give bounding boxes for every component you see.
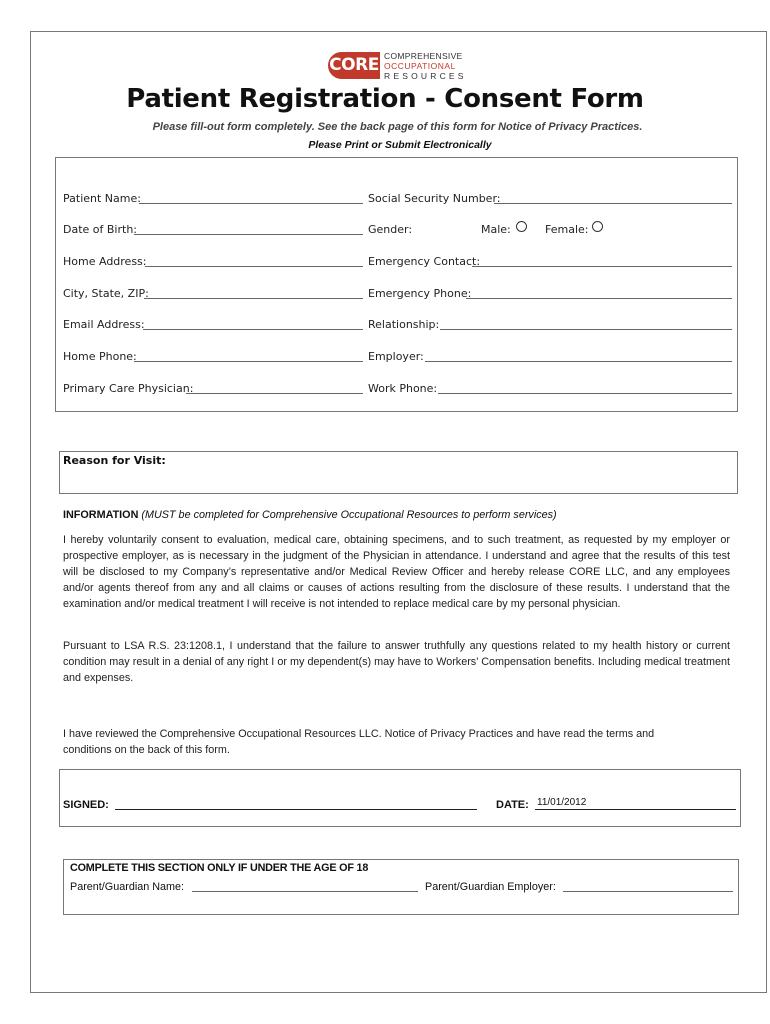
- dob-label: Date of Birth:: [63, 223, 138, 236]
- guardian-employer-input-line[interactable]: [563, 891, 733, 892]
- dob-field[interactable]: [63, 223, 363, 239]
- date-label: DATE:: [496, 799, 529, 811]
- female-radio[interactable]: [592, 221, 603, 232]
- date-line[interactable]: [535, 809, 736, 810]
- minor-heading: COMPLETE THIS SECTION ONLY IF UNDER THE AGE OF 18: [70, 862, 369, 874]
- guardian-name-label: Parent/Guardian Name:: [70, 881, 185, 893]
- date-value[interactable]: 11/01/2012: [537, 797, 587, 808]
- logo-line-1: COMPREHENSIVE: [384, 51, 463, 61]
- patient-name-field[interactable]: [63, 192, 363, 208]
- work-phone-field[interactable]: [368, 382, 732, 398]
- pcp-label: Primary Care Physician:: [63, 382, 194, 395]
- male-label: Male:: [481, 223, 511, 236]
- employer-input-line[interactable]: [425, 361, 732, 362]
- gender-label: Gender:: [368, 223, 413, 236]
- home-address-field[interactable]: [63, 255, 363, 271]
- signed-label: SIGNED:: [63, 799, 109, 811]
- email-field[interactable]: [63, 318, 363, 334]
- print-instructions: Please Print or Submit Electronically: [308, 139, 492, 151]
- signature-line[interactable]: [115, 809, 477, 810]
- city-state-zip-input-line[interactable]: [144, 298, 363, 299]
- employer-label: Employer:: [368, 350, 424, 363]
- page-subtitle: Please fill-out form completely. See the back page of this form for Notice of Privacy Practices.: [152, 121, 643, 133]
- ssn-input-line[interactable]: [494, 203, 732, 204]
- guardian-name-input-line[interactable]: [192, 891, 418, 892]
- city-state-zip-label: City, State, ZIP:: [63, 287, 149, 300]
- emergency-phone-input-line[interactable]: [466, 298, 732, 299]
- emergency-contact-field[interactable]: [368, 255, 732, 271]
- employer-field[interactable]: [368, 350, 732, 366]
- workers-comp-paragraph: Pursuant to LSA R.S. 23:1208.1, I understand that the failure to answer truthfully any questions related to my health history or current condition may result in a denial of any right I or my dependent(s) may have to Workers’ Compensation benefits. Including medical treatment and expenses.: [63, 640, 730, 684]
- information-title: INFORMATION: [63, 509, 139, 521]
- work-phone-label: Work Phone:: [368, 382, 438, 395]
- home-phone-input-line[interactable]: [134, 361, 363, 362]
- logo-badge: CORE: [328, 52, 380, 79]
- home-phone-label: Home Phone:: [63, 350, 137, 363]
- city-state-zip-field[interactable]: [63, 287, 363, 303]
- ssn-label: Social Security Number:: [368, 192, 501, 205]
- relationship-input-line[interactable]: [440, 329, 732, 330]
- home-address-label: Home Address:: [63, 255, 147, 268]
- home-address-input-line[interactable]: [145, 266, 363, 267]
- home-phone-field[interactable]: [63, 350, 363, 366]
- emergency-phone-field[interactable]: [368, 287, 732, 303]
- relationship-field[interactable]: [368, 318, 732, 334]
- emergency-contact-label: Emergency Contact:: [368, 255, 481, 268]
- patient-name-label: Patient Name:: [63, 192, 141, 205]
- pcp-input-line[interactable]: [186, 393, 363, 394]
- ssn-field[interactable]: [368, 192, 732, 208]
- emergency-contact-input-line[interactable]: [472, 266, 732, 267]
- consent-paragraph: I hereby voluntarily consent to evaluation, medical care, obtaining specimens, and to such treatment, as requested by my employer or prospective employer, as is necessary in the judgment of the Physician in attendance. I understand and agree that the results of this test will be disclosed to my Company’s representative and/or Medical Review Officer and hereby release CORE LLC, and any employees and/or agents thereof from any and all claims or causes of actions resulting from the disclosure of these results. I understand that the examination and/or medical treatment I will receive is not intended to replace medical care by my personal physician.: [63, 534, 730, 610]
- logo-line-2: OCCUPATIONAL: [384, 61, 456, 71]
- signature-section: [59, 769, 741, 827]
- dob-input-line[interactable]: [134, 234, 363, 235]
- work-phone-input-line[interactable]: [438, 393, 732, 394]
- pcp-field[interactable]: [63, 382, 363, 398]
- patient-name-input-line[interactable]: [139, 203, 363, 204]
- information-heading: [63, 509, 557, 521]
- logo-line-3: RESOURCES: [384, 71, 467, 81]
- privacy-paragraph: I have reviewed the Comprehensive Occupational Resources LLC. Notice of Privacy Practices and have read the terms and conditions on the back of this form.: [63, 728, 655, 756]
- relationship-label: Relationship:: [368, 318, 440, 331]
- page-title: Patient Registration - Consent Form: [126, 84, 644, 114]
- male-radio[interactable]: [516, 221, 527, 232]
- information-note: (MUST be completed for Comprehensive Occupational Resources to perform services): [141, 509, 557, 521]
- email-label: Email Address:: [63, 318, 145, 331]
- email-input-line[interactable]: [143, 329, 363, 330]
- female-label: Female:: [545, 223, 589, 236]
- reason-for-visit-label: Reason for Visit:: [63, 454, 166, 467]
- male-option[interactable]: [481, 223, 541, 239]
- guardian-employer-label: Parent/Guardian Employer:: [425, 881, 556, 893]
- emergency-phone-label: Emergency Phone:: [368, 287, 472, 300]
- logo-text: [384, 51, 467, 81]
